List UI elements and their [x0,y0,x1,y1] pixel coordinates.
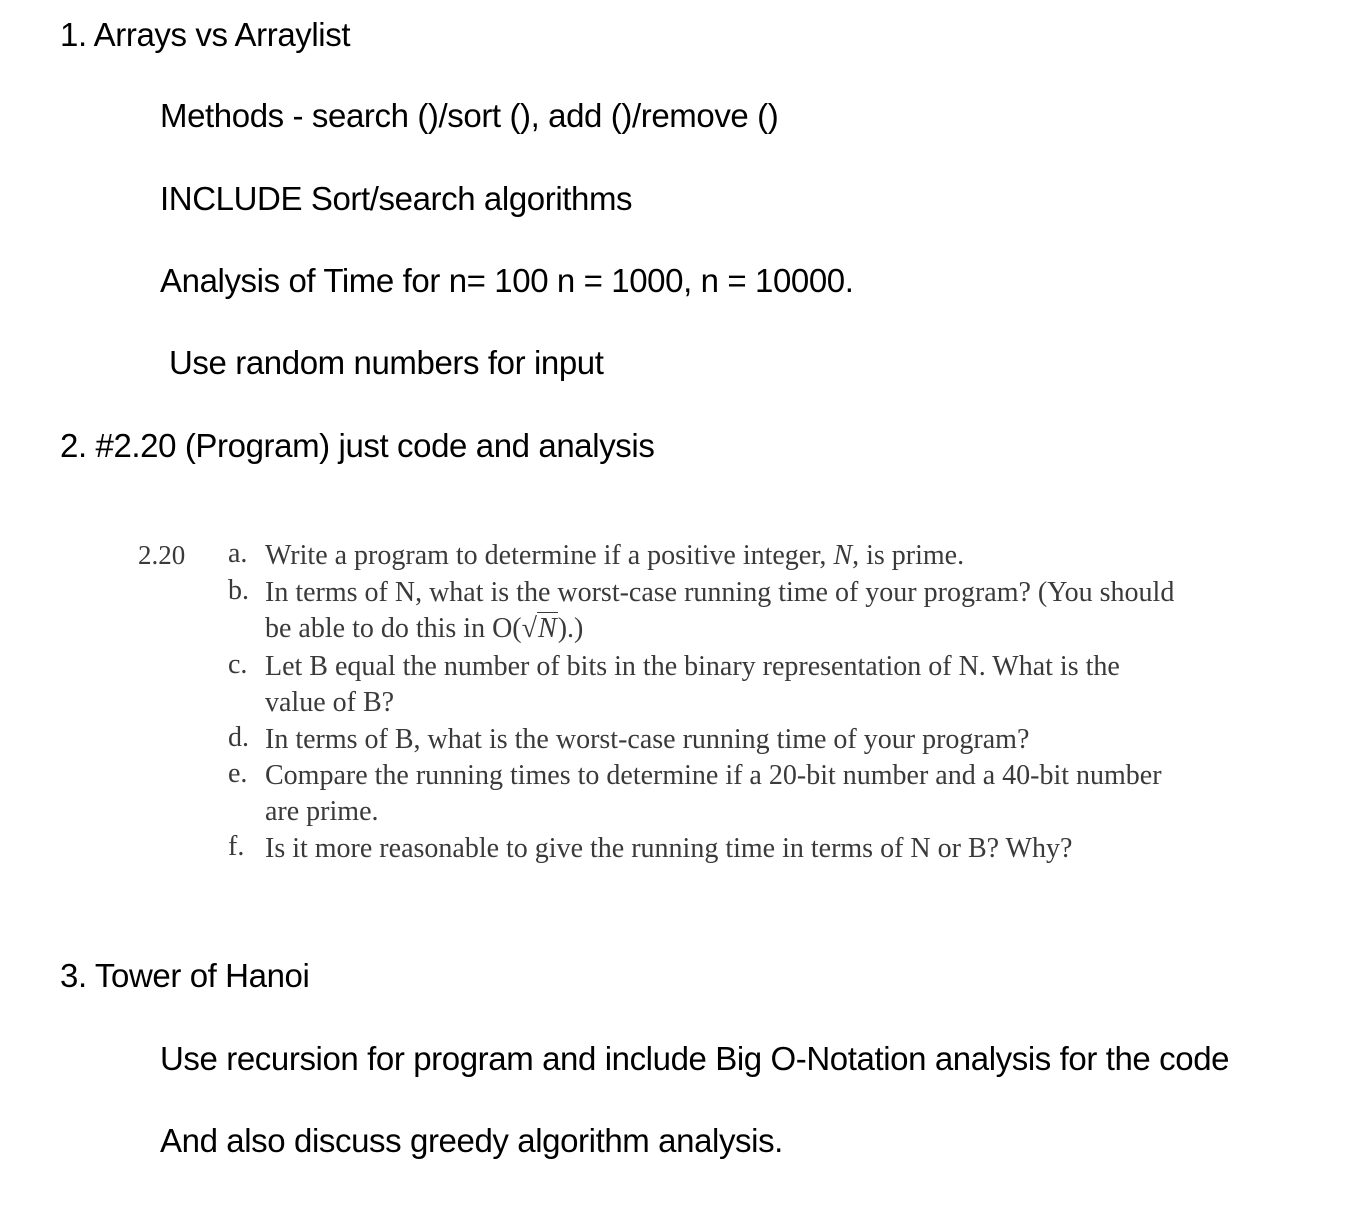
item3-greedy-line: And also discuss greedy algorithm analysis. [160,1122,783,1159]
part-text: Write a program to determine if a positive integer, N, is prime. [265,540,965,571]
item1-title: 1. Arrays vs Arraylist [60,16,351,53]
part-label: f. [228,831,245,862]
part-text: In terms of B, what is the worst-case running time of your program? [265,724,1030,755]
item3-recursion-line: Use recursion for program and include Big O-Notation analysis for the code [160,1040,1230,1077]
part-label: b. [228,575,249,606]
part-label: e. [228,758,248,789]
item1-methods-line: Methods - search ()/sort (), add ()/remove () [160,97,779,134]
item1-analysis-line: Analysis of Time for n= 100 n = 1000, n = 10000. [160,262,854,299]
part-text: In terms of N, what is the worst-case running time of your program? (You should be able to do this in O(√N).) [265,575,1235,647]
part-label: d. [228,722,249,753]
item1-include-line: INCLUDE Sort/search algorithms [160,180,633,217]
part-text: Compare the running times to determine if a 20-bit number and a 40-bit number are prime. [265,760,1162,827]
exercise-number: 2.20 [138,540,186,570]
part-text: Is it more reasonable to give the running time in terms of N or B? Why? [265,833,1073,864]
item1-random-line: Use random numbers for input [169,344,604,381]
part-label: a. [228,538,248,569]
sqrt-symbol: √N [521,613,557,644]
part-text: Let B equal the number of bits in the binary representation of N. What is the value of B? [265,651,1120,718]
item3-title: 3. Tower of Hanoi [60,957,310,994]
item2-title: 2. #2.20 (Program) just code and analysis [60,427,655,464]
part-label: c. [228,649,248,680]
